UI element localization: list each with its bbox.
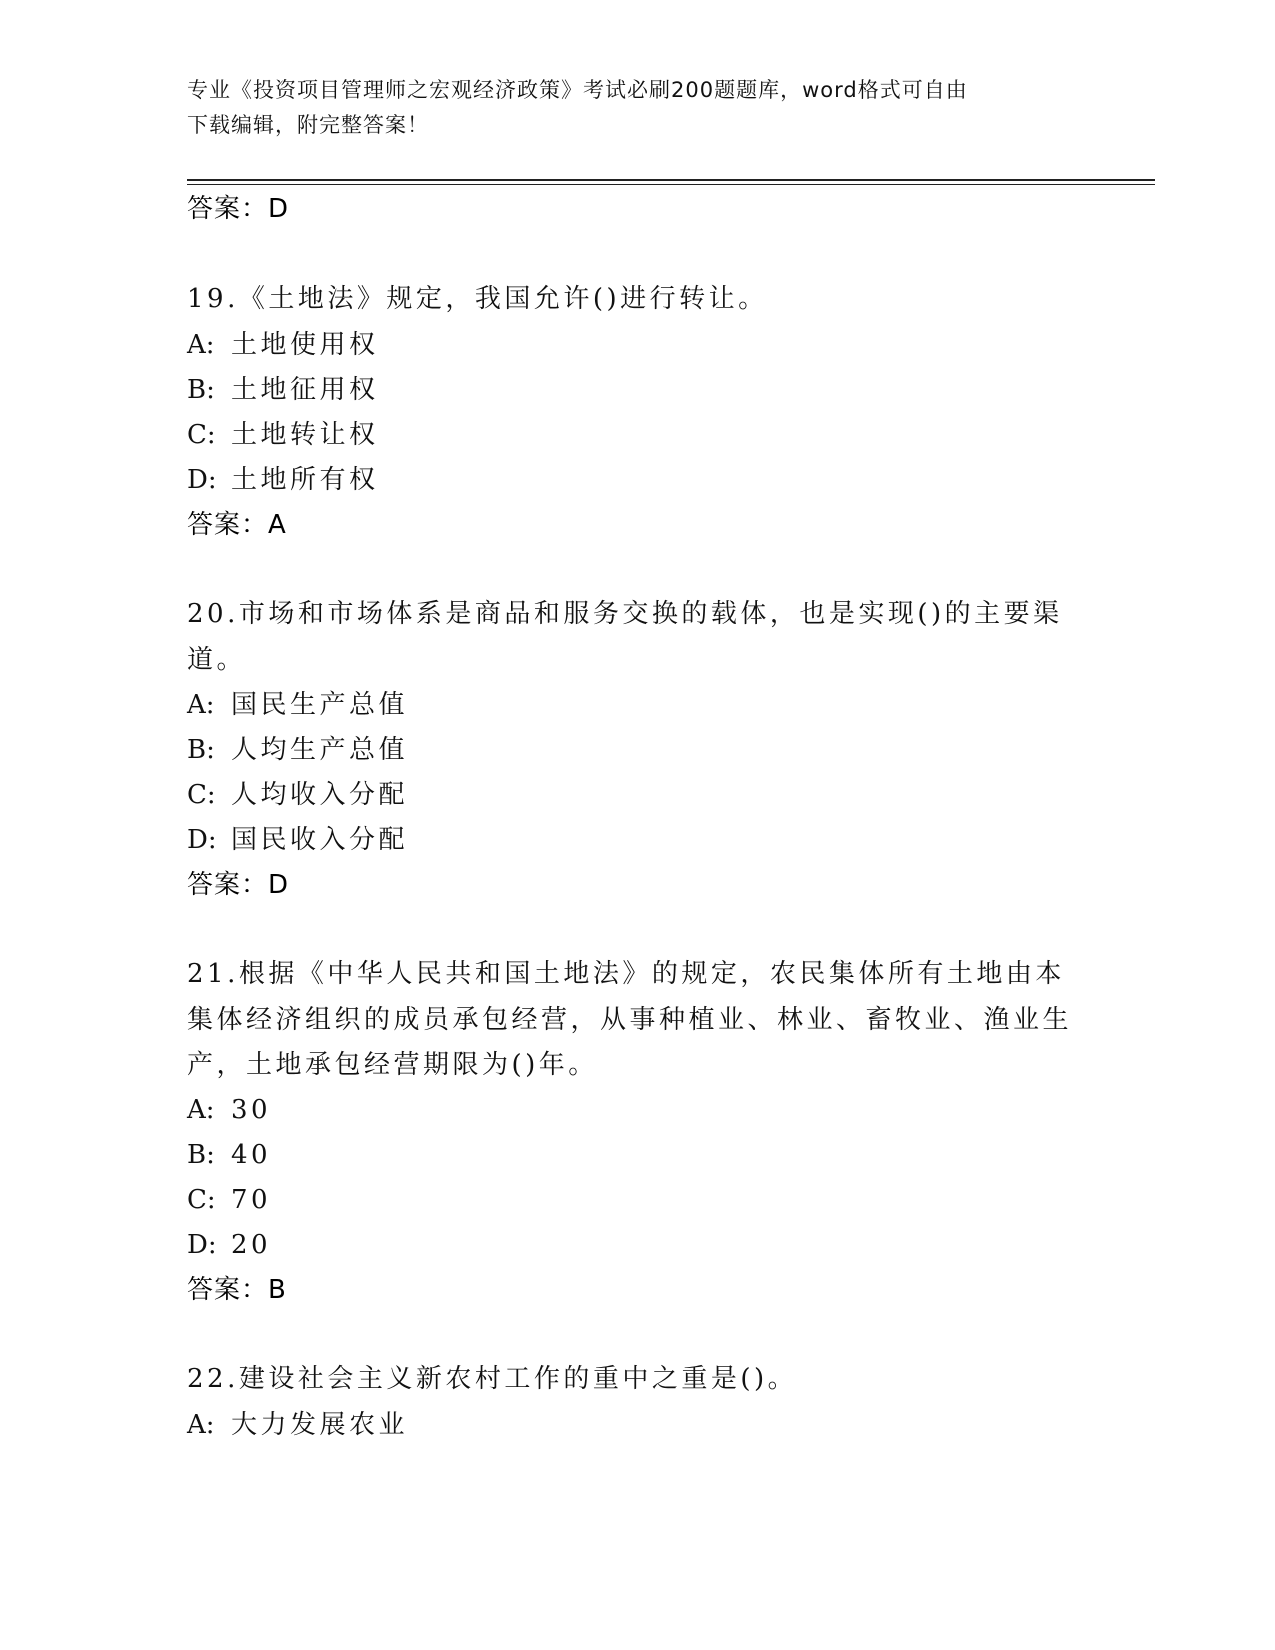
option-text: 土地转让权 [231, 420, 379, 450]
option-letter: B: [187, 375, 215, 405]
option-text: 70 [231, 1185, 272, 1215]
option-text: 人均收入分配 [231, 780, 409, 810]
option-letter: A: [187, 330, 215, 360]
question-21-option-d [187, 1228, 271, 1262]
previous-answer: 答案：D [187, 194, 290, 224]
question-21-option-b [187, 1138, 271, 1172]
question-19-answer: 答案：A [187, 510, 287, 540]
option-letter: A: [187, 690, 215, 720]
header-divider-thick [187, 179, 1155, 181]
option-text: 大力发展农业 [231, 1410, 409, 1440]
option-letter: C: [187, 780, 216, 810]
option-text: 国民生产总值 [231, 690, 409, 720]
option-letter: A: [187, 1410, 215, 1440]
question-22-option-a [187, 1408, 408, 1442]
question-19-option-d [187, 463, 379, 497]
question-20-answer: 答案：D [187, 870, 290, 900]
question-19-option-c [187, 418, 379, 452]
option-text: 30 [231, 1095, 272, 1125]
header-line-2: 下载编辑，附完整答案！ [187, 113, 429, 137]
option-text: 国民收入分配 [231, 825, 409, 855]
option-text: 人均生产总值 [231, 735, 409, 765]
option-text: 土地所有权 [231, 465, 379, 495]
option-letter: C: [187, 420, 216, 450]
header-line-1: 专业《投资项目管理师之宏观经济政策》考试必刷200题题库，word格式可自由 [187, 78, 968, 102]
option-text: 土地使用权 [231, 330, 379, 360]
question-19-option-a [187, 328, 379, 362]
question-21-answer: 答案：B [187, 1275, 287, 1305]
question-21-option-c [187, 1183, 271, 1217]
option-letter: D: [187, 825, 217, 855]
header-divider-thin [187, 184, 1155, 185]
question-19-option-b [187, 373, 379, 407]
question-19-stem: 19.《土地法》规定，我国允许()进行转让。 [187, 284, 768, 314]
document-header [187, 73, 1067, 143]
question-20-option-c [187, 778, 408, 812]
question-20-stem: 20.市场和市场体系是商品和服务交换的载体，也是实现()的主要渠道。 [187, 599, 1063, 675]
option-text: 土地征用权 [231, 375, 379, 405]
option-text: 20 [231, 1230, 272, 1260]
option-letter: B: [187, 735, 215, 765]
question-20-option-a [187, 688, 408, 722]
option-text: 40 [231, 1140, 272, 1170]
option-letter: D: [187, 465, 217, 495]
question-22-stem: 22.建设社会主义新农村工作的重中之重是()。 [187, 1364, 798, 1394]
question-21-option-a [187, 1093, 271, 1127]
option-letter: C: [187, 1185, 216, 1215]
question-21-stem: 21.根据《中华人民共和国土地法》的规定，农民集体所有土地由本集体经济组织的成员承包经营，从事种植业、林业、畜牧业、渔业生产，土地承包经营期限为()年。 [187, 959, 1073, 1080]
option-letter: A: [187, 1095, 215, 1125]
question-20-option-d [187, 823, 408, 857]
question-20-option-b [187, 733, 408, 767]
option-letter: B: [187, 1140, 215, 1170]
option-letter: D: [187, 1230, 217, 1260]
